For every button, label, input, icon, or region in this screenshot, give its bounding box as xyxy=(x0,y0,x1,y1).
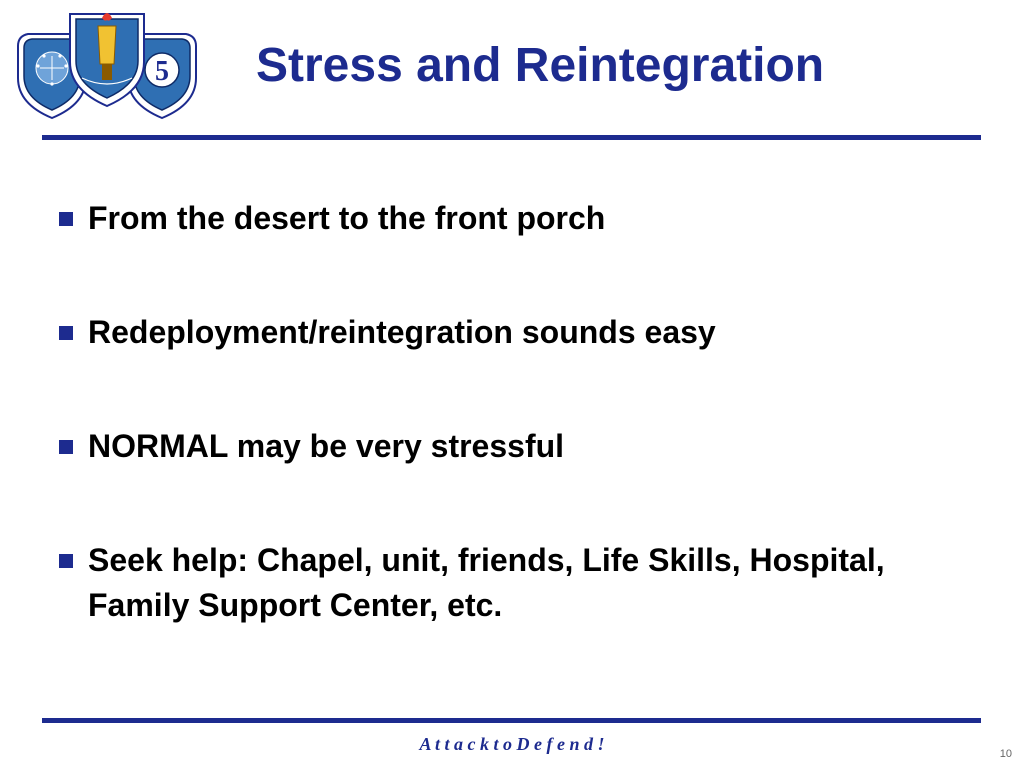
footer-motto: A t t a c k t o D e f e n d ! xyxy=(419,734,605,754)
bullet-item xyxy=(56,310,956,355)
bullet-item xyxy=(56,424,956,469)
svg-text:5: 5 xyxy=(155,56,169,87)
bullet-item xyxy=(56,196,956,241)
bullet-item xyxy=(56,538,956,628)
bullet-text: From the desert to the front porch xyxy=(88,200,606,236)
square-bullet-icon xyxy=(59,554,73,568)
square-bullet-icon xyxy=(59,440,73,454)
title-divider xyxy=(42,135,981,140)
slide-title: Stress and Reintegration xyxy=(256,39,825,92)
unit-emblems-logo xyxy=(14,6,200,122)
square-bullet-icon xyxy=(59,212,73,226)
bullet-list xyxy=(56,196,956,628)
footer-divider xyxy=(42,718,981,723)
bullet-text: NORMAL may be very stressful xyxy=(88,428,565,464)
page-number: 10 xyxy=(999,748,1012,760)
bullet-text: Seek help: Chapel, unit, friends, Life Skills, Hospital, Family Support Center, etc. xyxy=(88,542,885,623)
bullet-text: Redeployment/reintegration sounds easy xyxy=(88,314,716,350)
square-bullet-icon xyxy=(59,326,73,340)
